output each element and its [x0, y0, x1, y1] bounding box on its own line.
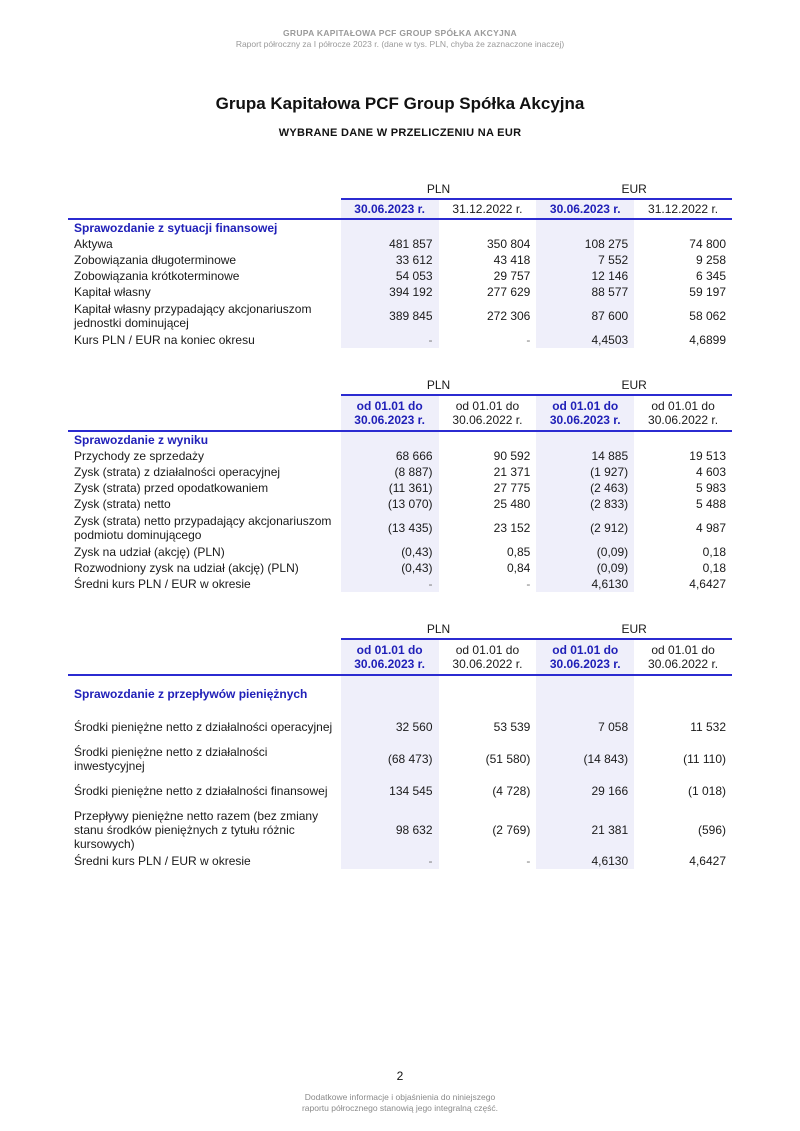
currency-header-eur: EUR [536, 180, 732, 199]
column-header: od 01.01 do 30.06.2022 r. [634, 639, 732, 675]
table-row: Zysk (strata) netto (13 070) 25 480 (2 833) 5 488 [74, 497, 726, 511]
page-title: Grupa Kapitałowa PCF Group Spółka Akcyjna [215, 94, 585, 113]
income-statement-table [68, 376, 732, 592]
table-row: Kapitał własny przypadający akcjonariuszom jednostki dominującej 389 845 272 306 87 600 58 062 [74, 302, 726, 330]
section-title: Sprawozdanie z wyniku [74, 433, 209, 447]
table-row: Kapitał własny 394 192 277 629 88 577 59 197 [74, 285, 726, 299]
currency-header-pln: PLN [341, 620, 537, 639]
footer-note: Dodatkowe informacje i objaśnienia do niniejszego raportu półrocznego stanowią jego integralną część. [301, 1092, 499, 1113]
table-row: Średni kurs PLN / EUR w okresie - - 4,6130 4,6427 [74, 854, 726, 868]
currency-header-pln: PLN [341, 180, 537, 199]
table-row: Przepływy pieniężne netto razem (bez zmiany stanu środków pieniężnych z tytułu różnic kursowych) 98 632 (2 769) 21 381 (596) [74, 809, 726, 851]
column-header: 31.12.2022 r. [634, 199, 732, 219]
financial-position-table [68, 180, 732, 348]
column-header: od 01.01 do 30.06.2023 r. [341, 395, 439, 431]
table-row: Środki pieniężne netto z działalności operacyjnej 32 560 53 539 7 058 11 532 [68, 711, 732, 743]
column-header: od 01.01 do 30.06.2022 r. [634, 395, 732, 431]
page-subtitle: WYBRANE DANE W PRZELICZENIU NA EUR [278, 127, 522, 139]
table-row: Zysk na udział (akcję) (PLN) (0,43) 0,85 (0,09) 0,18 [74, 545, 726, 559]
currency-header-eur: EUR [536, 376, 732, 395]
table-row: Kurs PLN / EUR na koniec okresu - - 4,4503 4,6899 [74, 333, 726, 347]
section-title: Sprawozdanie z sytuacji finansowej [74, 221, 278, 235]
cash-flow-table [68, 620, 732, 869]
table-row: Środki pieniężne netto z działalności inwestycyjnej (68 473) (51 580) (14 843) (11 110) [74, 745, 726, 773]
table-row: Zysk (strata) przed opodatkowaniem (11 361) 27 775 (2 463) 5 983 [74, 481, 726, 495]
table-row: Środki pieniężne netto z działalności finansowej 134 545 (4 728) 29 166 (1 018) [68, 775, 732, 807]
column-header: od 01.01 do 30.06.2022 r. [439, 639, 537, 675]
table-row: Zysk (strata) z działalności operacyjnej (8 887) 21 371 (1 927) 4 603 [74, 465, 726, 479]
table-row: Zobowiązania długoterminowe 33 612 43 418 7 552 9 258 [74, 253, 726, 267]
header-company: GRUPA KAPITAŁOWA PCF GROUP SPÓŁKA AKCYJNA [283, 28, 517, 38]
table-row: Zobowiązania krótkoterminowe 54 053 29 757 12 146 6 345 [74, 269, 726, 283]
column-header: od 01.01 do 30.06.2023 r. [536, 639, 634, 675]
table-row: Rozwodniony zysk na udział (akcję) (PLN) (0,43) 0,84 (0,09) 0,18 [74, 561, 726, 575]
table-row: Aktywa 481 857 350 804 108 275 74 800 [74, 237, 726, 251]
column-header: od 01.01 do 30.06.2023 r. [536, 395, 634, 431]
column-header: od 01.01 do 30.06.2023 r. [341, 639, 439, 675]
header-report: Raport półroczny za I półrocze 2023 r. (dane w tys. PLN, chyba że zaznaczone inaczej) [235, 39, 565, 49]
table-row: Przychody ze sprzedaży 68 666 90 592 14 885 19 513 [74, 449, 726, 463]
column-header: 31.12.2022 r. [439, 199, 537, 219]
page-number: 2 [396, 1069, 404, 1083]
section-title: Sprawozdanie z przepływów pieniężnych [74, 686, 308, 701]
column-header: 30.06.2023 r. [536, 199, 634, 219]
table-row: Średni kurs PLN / EUR w okresie - - 4,6130 4,6427 [74, 577, 726, 591]
column-header: od 01.01 do 30.06.2022 r. [439, 395, 537, 431]
running-header [0, 28, 800, 49]
currency-header-pln: PLN [341, 376, 537, 395]
table-row: Zysk (strata) netto przypadający akcjonariuszom podmiotu dominującego (13 435) 23 152 (2 912) 4 987 [74, 514, 726, 542]
currency-header-eur: EUR [536, 620, 732, 639]
column-header: 30.06.2023 r. [341, 199, 439, 219]
